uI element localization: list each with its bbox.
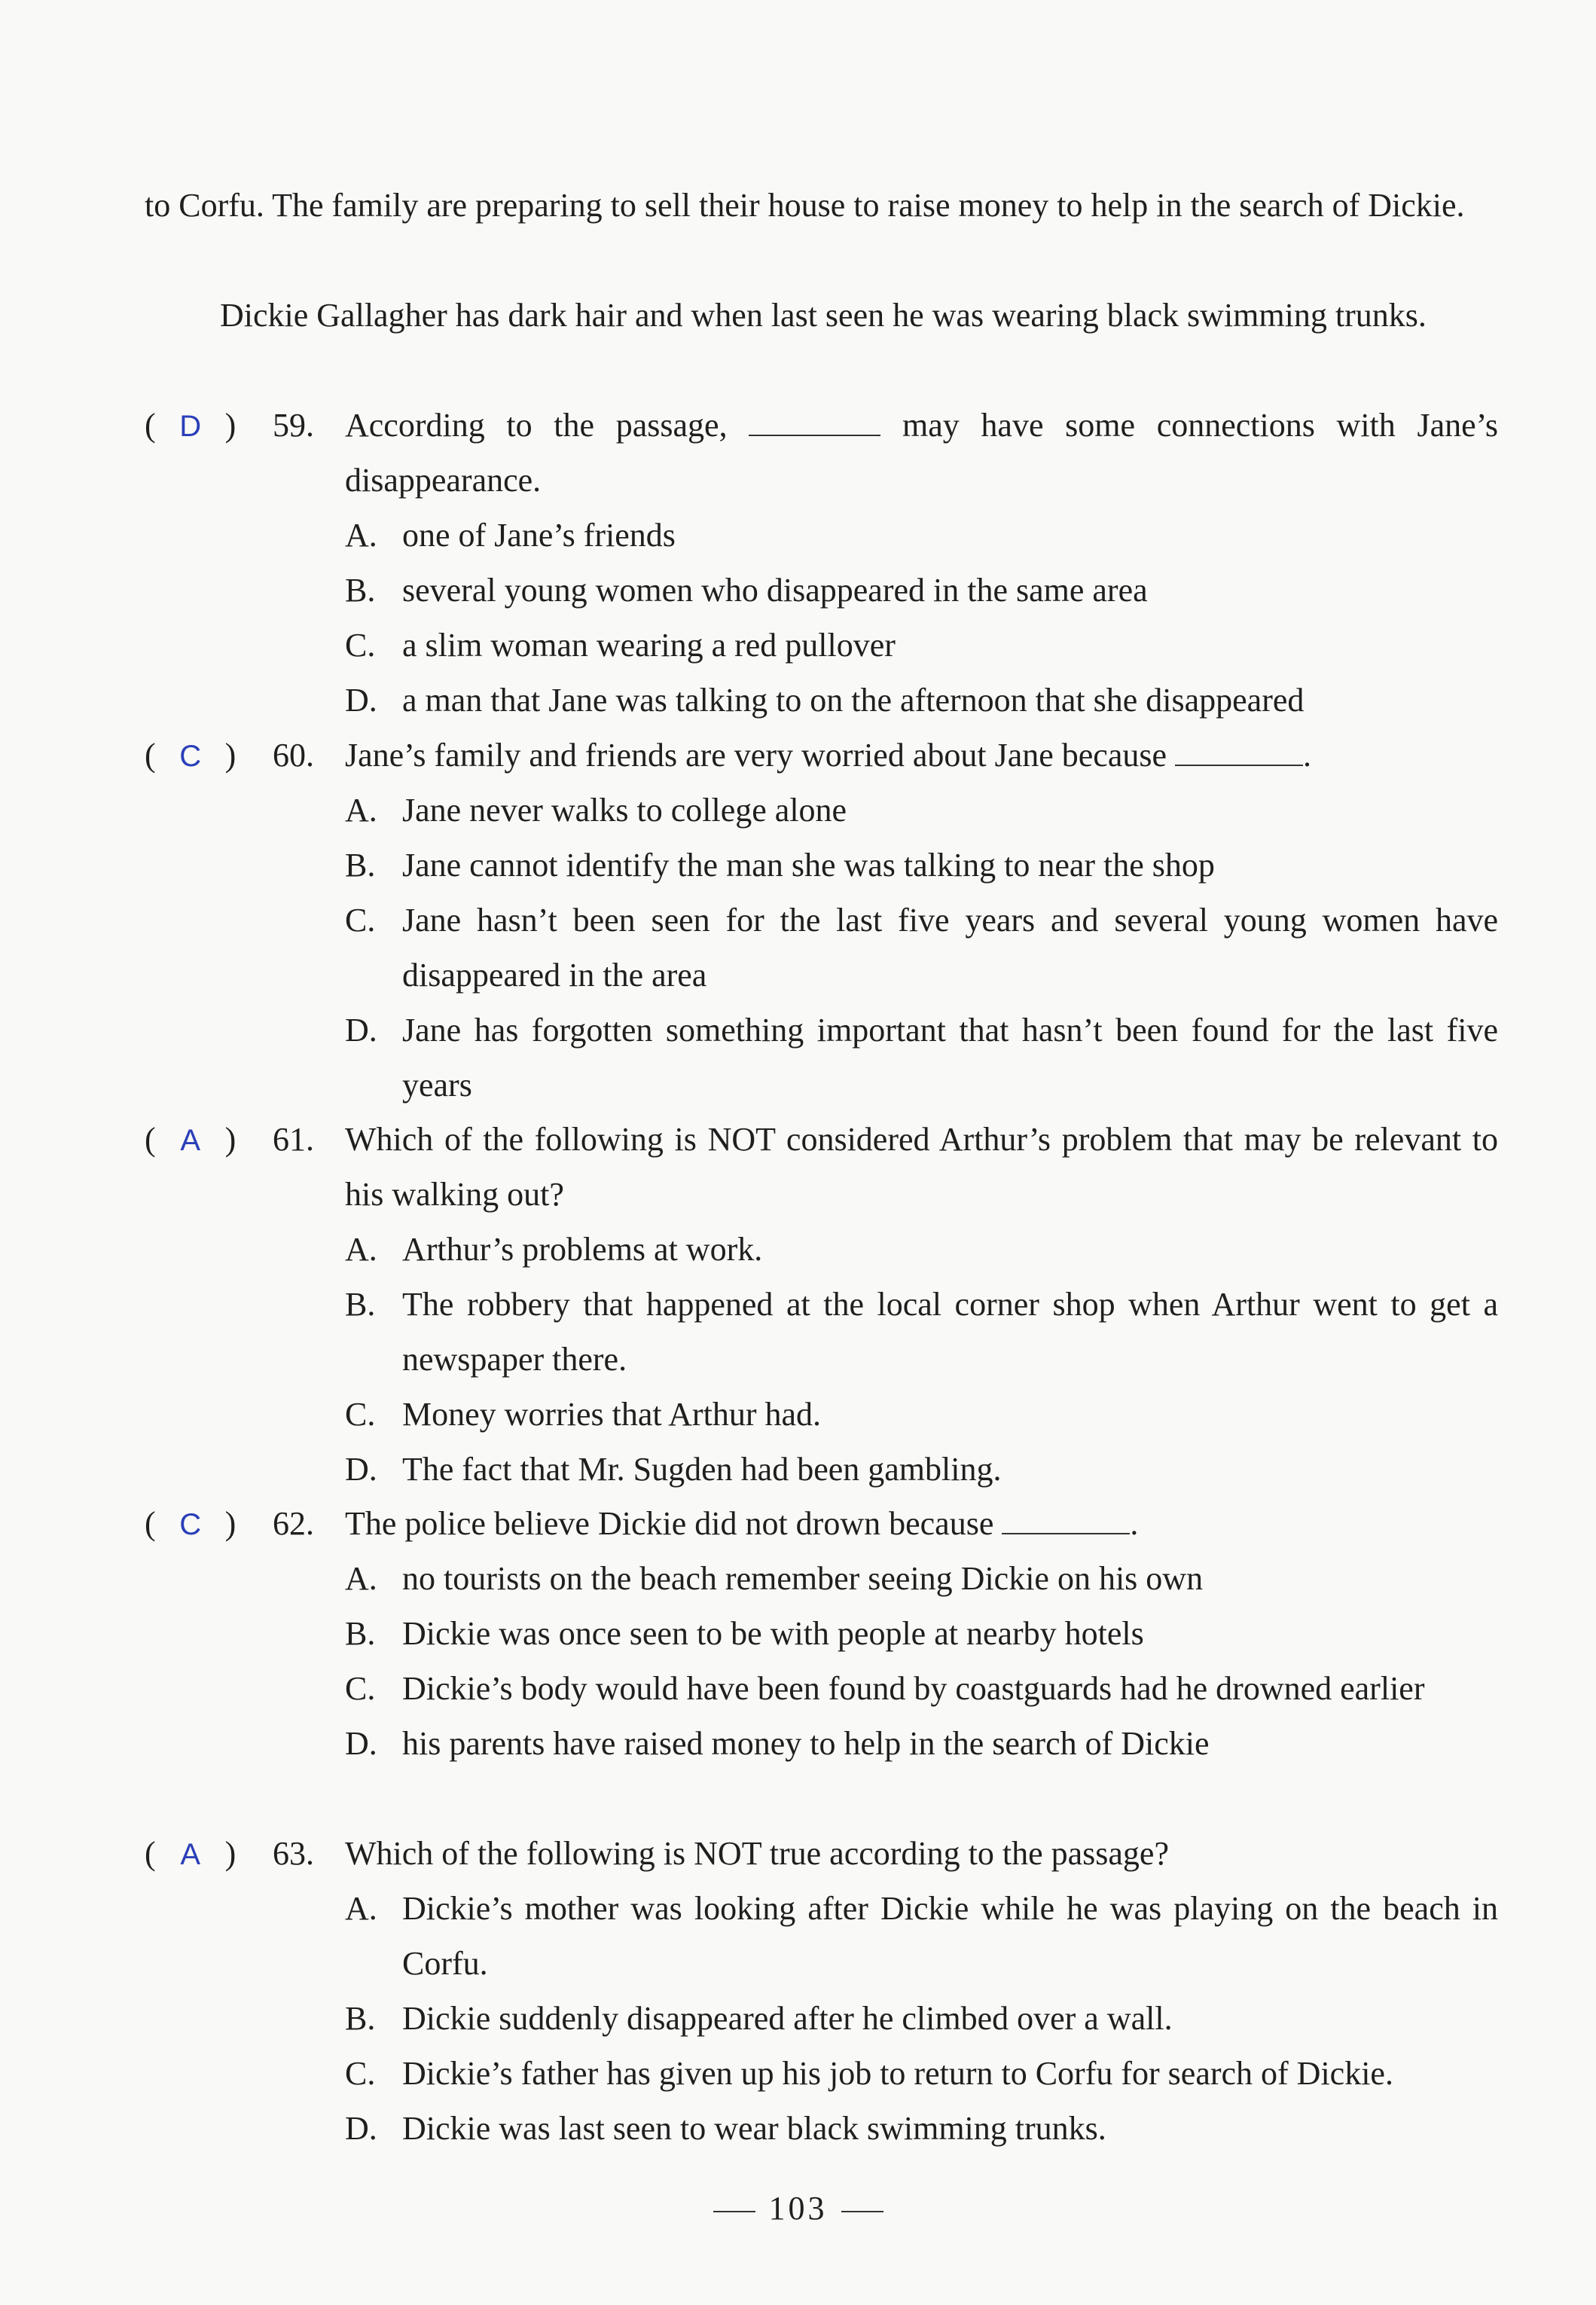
option-letter: B. [345, 2000, 376, 2037]
option-b [345, 1277, 1498, 1387]
option-letter: B. [345, 1286, 376, 1323]
option-b [345, 838, 1498, 893]
option-letter: A. [345, 1560, 377, 1597]
option-text: a man that Jane was talking to on the afternoon that she disappeared [402, 682, 1305, 719]
answer-mark: D [179, 410, 202, 443]
option-letter: D. [345, 682, 377, 719]
option-text: Dickie’s body would have been found by coastguards had he drowned earlier [402, 1670, 1425, 1707]
option-text: one of Jane’s friends [402, 517, 676, 554]
option-b [345, 1606, 1498, 1661]
stem-text: . [1130, 1505, 1139, 1542]
option-d [345, 2101, 1498, 2156]
option-text: Dickie suddenly disappeared after he climbed over a wall. [402, 2000, 1173, 2037]
option-letter: A. [345, 517, 377, 554]
option-text: Dickie’s mother was looking after Dickie while he was playing on the beach in Corfu. [402, 1890, 1498, 1982]
option-a [345, 508, 1498, 563]
answer-mark: A [180, 1838, 200, 1871]
dash-left [713, 2211, 755, 2212]
option-text: Arthur’s problems at work. [402, 1231, 763, 1268]
question-stem [345, 1496, 1498, 1551]
dash-right [841, 2211, 883, 2212]
options-list [345, 1551, 1498, 1771]
option-text: The robbery that happened at the local corner shop when Arthur went to get a newspaper there. [402, 1286, 1498, 1378]
option-b [345, 1991, 1498, 2046]
option-c [345, 1661, 1498, 1716]
option-letter: C. [345, 1670, 376, 1707]
option-letter: B. [345, 847, 376, 884]
question-number: 59. [273, 407, 314, 444]
question-63 [145, 1826, 1498, 2156]
option-text: a slim woman wearing a red pullover [402, 627, 896, 664]
option-text: several young women who disappeared in the same area [402, 572, 1148, 609]
answer-bracket: ( A ) [145, 1112, 273, 1168]
option-text: Money worries that Arthur had. [402, 1396, 821, 1433]
option-letter: D. [345, 1451, 377, 1488]
option-d [345, 673, 1498, 728]
option-letter: A. [345, 1890, 377, 1927]
question-number: 63. [273, 1835, 314, 1872]
answer-bracket: ( C ) [145, 728, 273, 784]
option-b [345, 563, 1498, 618]
question-stem [345, 1112, 1498, 1222]
option-c [345, 618, 1498, 673]
answer-mark: A [180, 1124, 200, 1157]
answer-bracket: ( A ) [145, 1826, 273, 1882]
option-a [345, 1551, 1498, 1606]
option-text: Jane never walks to college alone [402, 792, 847, 829]
passage-paragraph-1: to Corfu. The family are preparing to sell their house to raise money to help in the search of Dickie. [145, 187, 1465, 224]
stem-text: According to the passage, [345, 407, 728, 444]
option-text: Dickie’s father has given up his job to return to Corfu for search of Dickie. [402, 2055, 1393, 2092]
options-list [345, 1222, 1498, 1497]
option-c [345, 2046, 1498, 2101]
options-list [345, 1881, 1498, 2156]
option-letter: D. [345, 2110, 377, 2147]
stem-text: . [1303, 737, 1311, 774]
question-stem [345, 398, 1498, 508]
answer-bracket: ( C ) [145, 1496, 273, 1552]
option-text: Jane hasn’t been seen for the last five years and several young women have disappeared in the area [402, 902, 1498, 994]
option-letter: C. [345, 902, 376, 939]
option-letter: D. [345, 1012, 377, 1049]
option-d [345, 1716, 1498, 1771]
stem-text: may have some connections with Jane’s disappearance. [345, 407, 1499, 499]
option-a [345, 1881, 1498, 1991]
answer-blank [749, 408, 880, 436]
question-number: 61. [273, 1121, 314, 1158]
answer-mark: C [179, 1508, 202, 1541]
answer-mark: C [179, 740, 202, 773]
question-59 [145, 398, 1498, 728]
question-60 [145, 728, 1498, 1113]
option-letter: C. [345, 627, 376, 664]
stem-text: The police believe Dickie did not drown because [345, 1505, 994, 1542]
option-letter: A. [345, 792, 377, 829]
page-number-text: 103 [768, 2190, 828, 2227]
option-c [345, 1387, 1498, 1442]
option-text: Dickie was last seen to wear black swimming trunks. [402, 2110, 1106, 2147]
option-letter: B. [345, 1615, 376, 1652]
option-text: The fact that Mr. Sugden had been gambling. [402, 1451, 1002, 1488]
question-stem [345, 1826, 1498, 1881]
answer-blank [1002, 1506, 1130, 1534]
option-letter: A. [345, 1231, 377, 1268]
option-letter: C. [345, 1396, 376, 1433]
option-letter: B. [345, 572, 376, 609]
options-list [345, 508, 1498, 728]
option-d [345, 1442, 1498, 1497]
question-61 [145, 1112, 1498, 1497]
option-a [345, 1222, 1498, 1277]
option-text: Jane cannot identify the man she was talking to near the shop [402, 847, 1215, 884]
page-number [0, 2189, 1596, 2227]
stem-text: Jane’s family and friends are very worried about Jane because [345, 737, 1167, 774]
option-letter: D. [345, 1725, 377, 1762]
option-text: no tourists on the beach remember seeing Dickie on his own [402, 1560, 1204, 1597]
option-d [345, 1003, 1498, 1113]
option-c [345, 893, 1498, 1003]
passage-paragraph-2: Dickie Gallagher has dark hair and when last seen he was wearing black swimming trunks. [220, 297, 1427, 334]
question-number: 62. [273, 1505, 314, 1542]
option-letter: C. [345, 2055, 376, 2092]
option-text: his parents have raised money to help in the search of Dickie [402, 1725, 1210, 1762]
option-text: Dickie was once seen to be with people at nearby hotels [402, 1615, 1144, 1652]
option-text: Jane has forgotten something important that hasn’t been found for the last five years [402, 1012, 1498, 1104]
stem-text: Which of the following is NOT true according to the passage? [345, 1835, 1169, 1872]
stem-text: Which of the following is NOT considered Arthur’s problem that may be relevant to his walking out? [345, 1121, 1498, 1213]
question-62 [145, 1496, 1498, 1771]
option-a [345, 783, 1498, 838]
answer-bracket: ( D ) [145, 398, 273, 454]
options-list [345, 783, 1498, 1113]
question-number: 60. [273, 737, 314, 774]
question-stem [345, 728, 1498, 783]
answer-blank [1175, 737, 1303, 766]
